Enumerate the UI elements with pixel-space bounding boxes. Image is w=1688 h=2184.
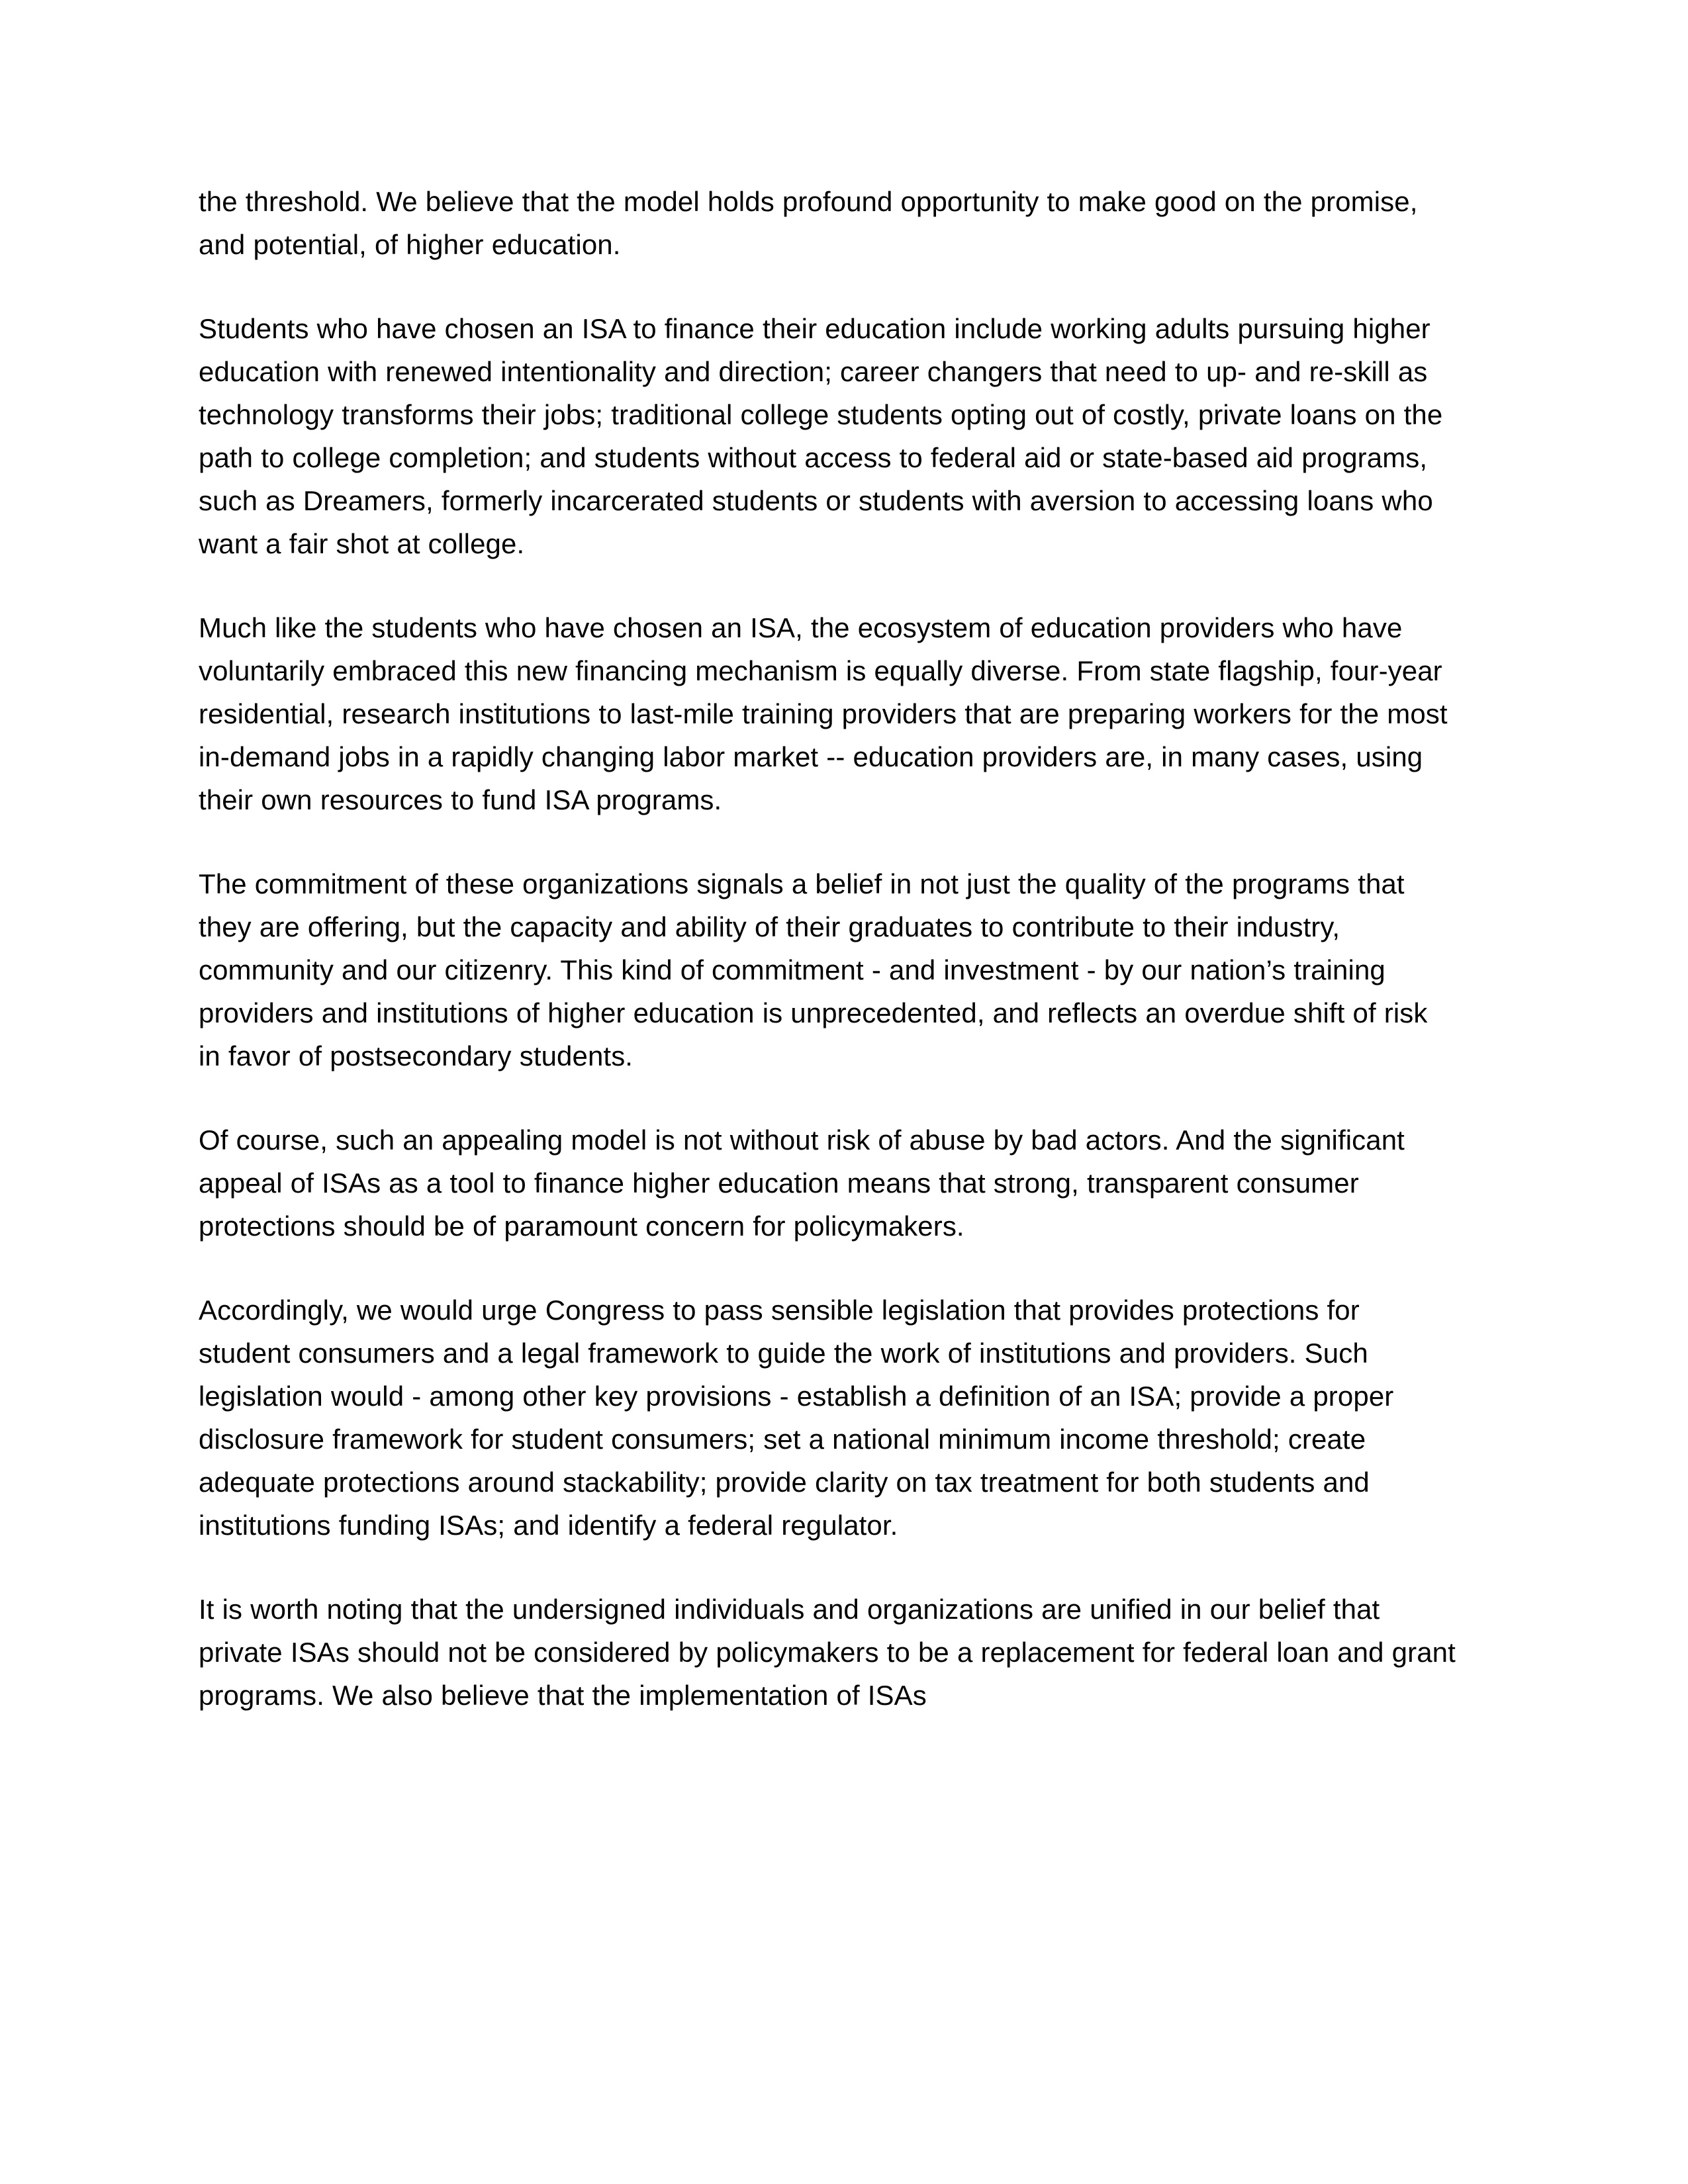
paragraph-undersigned-unified: It is worth noting that the undersigned individuals and organizations are unified in our belief that private ISAs should not be considered by policymakers to be a replacement for federal loan and grant programs. We also believe that the implementation of ISAs: [199, 1594, 1464, 1711]
paragraph-ecosystem-of-providers: Much like the students who have chosen an ISA, the ecosystem of education providers who have voluntarily embraced this new financing mechanism is equally diverse. From state flagship, four-year residential, research institutions to last-mile training providers that are preparing workers for the most in-demand jobs in a rapidly changing labor market -- education providers are, in many cases, using their own resources to fund ISA programs.: [199, 612, 1456, 815]
paragraph-threshold-continuation: the threshold. We believe that the model holds profound opportunity to make good on the promise, and potential, of higher education.: [199, 186, 1426, 260]
document-body: [199, 180, 1464, 1717]
paragraph-risk-of-abuse: Of course, such an appealing model is not without risk of abuse by bad actors. And the significant appeal of ISAs as a tool to finance higher education means that strong, transparent consumer protections should be of paramount concern for policymakers.: [199, 1124, 1413, 1242]
paragraph-students-who-have-chosen: Students who have chosen an ISA to finance their education include working adults pursuing higher education with renewed intentionality and direction; career changers that need to up- and re-skill as technology transforms their jobs; traditional college students opting out of costly, private loans on the path to college completion; and students without access to federal aid or state-based aid programs, such as Dreamers, formerly incarcerated students or students with aversion to accessing loans who want a fair shot at college.: [199, 313, 1451, 559]
paragraph-commitment-signals-belief: The commitment of these organizations signals a belief in not just the quality of the programs that they are offering, but the capacity and ability of their graduates to contribute to their industry, community and our citizenry. This kind of commitment - and investment - by our nation’s training providers and institutions of higher education is unprecedented, and reflects an overdue shift of risk in favor of postsecondary students.: [199, 868, 1436, 1071]
paragraph-urge-congress: Accordingly, we would urge Congress to pass sensible legislation that provides protections for student consumers and a legal framework to guide the work of institutions and providers. Such legislation would - among other key provisions - establish a definition of an ISA; provide a proper disclosure framework for student consumers; set a national minimum income threshold; create adequate protections around stackability; provide clarity on tax treatment for both students and institutions funding ISAs; and identify a federal regulator.: [199, 1295, 1402, 1541]
